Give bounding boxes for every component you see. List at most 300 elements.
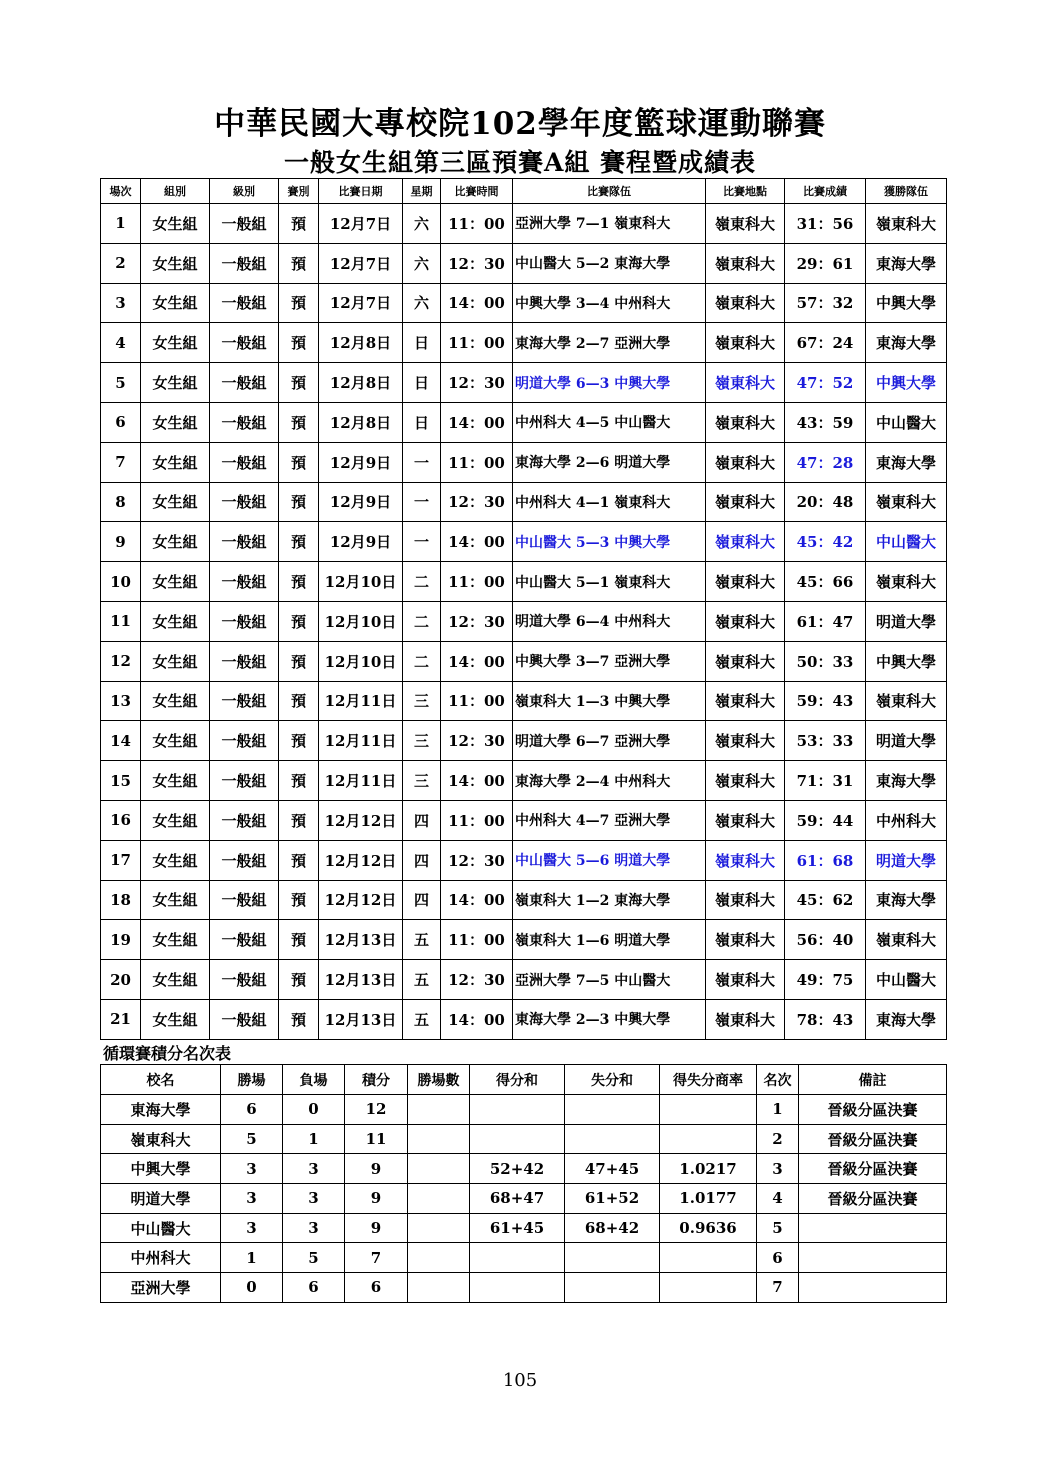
standings-cell-points_against [565, 1243, 660, 1273]
schedule-row [101, 920, 947, 960]
schedule-cell-stage: 預 [279, 960, 319, 1000]
schedule-cell-day: 三 [403, 761, 441, 801]
schedule-header-no: 場次 [101, 179, 141, 204]
schedule-cell-score: 50：33 [785, 641, 866, 681]
schedule-cell-day: 五 [403, 920, 441, 960]
schedule-cell-venue: 嶺東科大 [706, 204, 785, 244]
schedule-cell-teams: 中州科大 4—7 亞洲大學 [513, 800, 706, 840]
standings-cell-note [799, 1273, 947, 1303]
standings-cell-ratio [660, 1273, 757, 1303]
schedule-cell-venue: 嶺東科大 [706, 283, 785, 323]
schedule-cell-teams: 東海大學 2—3 中興大學 [513, 999, 706, 1039]
standings-cell-points_against: 68+42 [565, 1213, 660, 1243]
schedule-cell-venue: 嶺東科大 [706, 920, 785, 960]
schedule-row [101, 840, 947, 880]
standings-row [101, 1124, 947, 1154]
standings-cell-points_for: 52+42 [470, 1154, 565, 1184]
schedule-cell-group: 女生組 [141, 721, 210, 761]
schedule-cell-venue: 嶺東科大 [706, 442, 785, 482]
standings-cell-rank: 4 [757, 1184, 799, 1214]
schedule-cell-time: 11：00 [441, 442, 513, 482]
standings-cell-school: 東海大學 [101, 1095, 221, 1125]
standings-cell-win_count [408, 1213, 470, 1243]
schedule-cell-level: 一般組 [210, 840, 279, 880]
schedule-cell-winner: 明道大學 [866, 721, 947, 761]
schedule-row [101, 880, 947, 920]
schedule-row [101, 562, 947, 602]
schedule-header-row [101, 179, 947, 204]
standings-row [101, 1213, 947, 1243]
schedule-row [101, 204, 947, 244]
schedule-cell-date: 12月11日 [319, 721, 403, 761]
page-number: 105 [502, 1370, 538, 1391]
schedule-cell-day: 一 [403, 482, 441, 522]
schedule-cell-winner: 中興大學 [866, 641, 947, 681]
schedule-cell-teams: 中州科大 4—5 中山醫大 [513, 402, 706, 442]
schedule-cell-stage: 預 [279, 840, 319, 880]
standings-cell-losses: 3 [283, 1184, 345, 1214]
schedule-cell-date: 12月13日 [319, 920, 403, 960]
schedule-cell-stage: 預 [279, 800, 319, 840]
schedule-cell-level: 一般組 [210, 323, 279, 363]
schedule-cell-teams: 亞洲大學 7—1 嶺東科大 [513, 204, 706, 244]
schedule-cell-date: 12月9日 [319, 482, 403, 522]
schedule-cell-level: 一般組 [210, 800, 279, 840]
schedule-cell-day: 六 [403, 243, 441, 283]
schedule-cell-stage: 預 [279, 721, 319, 761]
schedule-cell-stage: 預 [279, 482, 319, 522]
schedule-cell-score: 43：59 [785, 402, 866, 442]
standings-cell-points: 6 [345, 1273, 408, 1303]
schedule-cell-score: 67：24 [785, 323, 866, 363]
schedule-cell-time: 12：30 [441, 721, 513, 761]
schedule-cell-time: 12：30 [441, 840, 513, 880]
schedule-cell-score: 47：52 [785, 363, 866, 403]
schedule-cell-time: 14：00 [441, 402, 513, 442]
schedule-cell-stage: 預 [279, 562, 319, 602]
schedule-header-score: 比賽成績 [785, 179, 866, 204]
schedule-cell-no: 7 [101, 442, 141, 482]
schedule-cell-venue: 嶺東科大 [706, 800, 785, 840]
standings-header-points_against: 失分和 [565, 1065, 660, 1095]
standings-cell-losses: 3 [283, 1154, 345, 1184]
schedule-cell-score: 53：33 [785, 721, 866, 761]
schedule-cell-day: 三 [403, 721, 441, 761]
standings-cell-ratio: 1.0177 [660, 1184, 757, 1214]
standings-row [101, 1184, 947, 1214]
schedule-cell-group: 女生組 [141, 363, 210, 403]
standings-cell-rank: 6 [757, 1243, 799, 1273]
schedule-cell-date: 12月7日 [319, 204, 403, 244]
schedule-cell-time: 14：00 [441, 283, 513, 323]
schedule-cell-date: 12月12日 [319, 840, 403, 880]
schedule-cell-level: 一般組 [210, 721, 279, 761]
schedule-cell-teams: 明道大學 6—4 中州科大 [513, 601, 706, 641]
schedule-cell-time: 11：00 [441, 920, 513, 960]
schedule-cell-teams: 中山醫大 5—1 嶺東科大 [513, 562, 706, 602]
schedule-cell-time: 14：00 [441, 999, 513, 1039]
schedule-cell-score: 20：48 [785, 482, 866, 522]
schedule-header-time: 比賽時間 [441, 179, 513, 204]
schedule-cell-stage: 預 [279, 681, 319, 721]
schedule-cell-winner: 嶺東科大 [866, 204, 947, 244]
schedule-cell-no: 2 [101, 243, 141, 283]
schedule-cell-time: 12：30 [441, 243, 513, 283]
schedule-header-group: 組別 [141, 179, 210, 204]
standings-cell-rank: 1 [757, 1095, 799, 1125]
standings-cell-win_count [408, 1154, 470, 1184]
schedule-cell-day: 五 [403, 960, 441, 1000]
standings-cell-note [799, 1243, 947, 1273]
schedule-header-winner: 獲勝隊伍 [866, 179, 947, 204]
schedule-cell-day: 四 [403, 840, 441, 880]
standings-cell-wins: 1 [221, 1243, 283, 1273]
standings-cell-losses: 1 [283, 1124, 345, 1154]
standings-cell-points: 12 [345, 1095, 408, 1125]
schedule-cell-group: 女生組 [141, 761, 210, 801]
schedule-cell-time: 14：00 [441, 641, 513, 681]
schedule-cell-date: 12月8日 [319, 402, 403, 442]
standings-cell-wins: 3 [221, 1213, 283, 1243]
schedule-cell-no: 8 [101, 482, 141, 522]
schedule-cell-stage: 預 [279, 243, 319, 283]
schedule-table [100, 178, 947, 1040]
schedule-cell-winner: 中興大學 [866, 363, 947, 403]
schedule-header-venue: 比賽地點 [706, 179, 785, 204]
schedule-cell-venue: 嶺東科大 [706, 601, 785, 641]
schedule-cell-teams: 嶺東科大 1—3 中興大學 [513, 681, 706, 721]
schedule-cell-level: 一般組 [210, 522, 279, 562]
schedule-cell-level: 一般組 [210, 601, 279, 641]
schedule-cell-no: 14 [101, 721, 141, 761]
standings-cell-ratio [660, 1243, 757, 1273]
standings-cell-points: 11 [345, 1124, 408, 1154]
standings-cell-school: 亞洲大學 [101, 1273, 221, 1303]
schedule-cell-date: 12月10日 [319, 562, 403, 602]
schedule-cell-teams: 中興大學 3—7 亞洲大學 [513, 641, 706, 681]
schedule-cell-time: 11：00 [441, 323, 513, 363]
standings-cell-ratio: 0.9636 [660, 1213, 757, 1243]
standings-cell-points_against [565, 1124, 660, 1154]
standings-header-losses: 負場 [283, 1065, 345, 1095]
schedule-cell-date: 12月9日 [319, 522, 403, 562]
standings-cell-points_against [565, 1273, 660, 1303]
standings-cell-win_count [408, 1095, 470, 1125]
schedule-cell-teams: 中州科大 4—1 嶺東科大 [513, 482, 706, 522]
schedule-cell-no: 9 [101, 522, 141, 562]
standings-header-points_for: 得分和 [470, 1065, 565, 1095]
schedule-cell-day: 五 [403, 999, 441, 1039]
schedule-cell-no: 3 [101, 283, 141, 323]
schedule-cell-no: 6 [101, 402, 141, 442]
standings-cell-school: 中山醫大 [101, 1213, 221, 1243]
schedule-cell-level: 一般組 [210, 641, 279, 681]
schedule-cell-day: 一 [403, 442, 441, 482]
schedule-cell-date: 12月8日 [319, 363, 403, 403]
standings-cell-ratio [660, 1124, 757, 1154]
schedule-row [101, 721, 947, 761]
schedule-cell-group: 女生組 [141, 601, 210, 641]
standings-header-note: 備註 [799, 1065, 947, 1095]
schedule-row [101, 323, 947, 363]
schedule-cell-no: 21 [101, 999, 141, 1039]
standings-row [101, 1154, 947, 1184]
standings-row [101, 1243, 947, 1273]
schedule-cell-group: 女生組 [141, 880, 210, 920]
schedule-cell-winner: 中興大學 [866, 283, 947, 323]
schedule-cell-level: 一般組 [210, 442, 279, 482]
schedule-cell-venue: 嶺東科大 [706, 641, 785, 681]
schedule-cell-level: 一般組 [210, 960, 279, 1000]
standings-cell-losses: 6 [283, 1273, 345, 1303]
standings-cell-points_for [470, 1124, 565, 1154]
schedule-cell-no: 15 [101, 761, 141, 801]
standings-cell-points_for [470, 1095, 565, 1125]
schedule-row [101, 283, 947, 323]
schedule-cell-group: 女生組 [141, 283, 210, 323]
schedule-row [101, 402, 947, 442]
schedule-cell-teams: 中山醫大 5—3 中興大學 [513, 522, 706, 562]
schedule-cell-venue: 嶺東科大 [706, 761, 785, 801]
schedule-cell-date: 12月12日 [319, 800, 403, 840]
schedule-cell-date: 12月11日 [319, 681, 403, 721]
standings-cell-wins: 3 [221, 1154, 283, 1184]
schedule-cell-no: 5 [101, 363, 141, 403]
document-subtitle: 一般女生組第三區預賽A組 賽程暨成績表 [283, 148, 757, 177]
schedule-cell-teams: 亞洲大學 7—5 中山醫大 [513, 960, 706, 1000]
schedule-cell-time: 14：00 [441, 522, 513, 562]
standings-cell-points_for [470, 1273, 565, 1303]
schedule-row [101, 999, 947, 1039]
schedule-cell-venue: 嶺東科大 [706, 681, 785, 721]
schedule-cell-time: 14：00 [441, 880, 513, 920]
schedule-cell-no: 13 [101, 681, 141, 721]
schedule-cell-teams: 中山醫大 5—6 明道大學 [513, 840, 706, 880]
schedule-header-level: 級別 [210, 179, 279, 204]
schedule-cell-no: 16 [101, 800, 141, 840]
schedule-cell-venue: 嶺東科大 [706, 562, 785, 602]
schedule-row [101, 800, 947, 840]
standings-cell-rank: 3 [757, 1154, 799, 1184]
schedule-cell-stage: 預 [279, 601, 319, 641]
schedule-cell-winner: 中州科大 [866, 800, 947, 840]
standings-cell-school: 嶺東科大 [101, 1124, 221, 1154]
schedule-cell-venue: 嶺東科大 [706, 880, 785, 920]
schedule-cell-score: 61：47 [785, 601, 866, 641]
standings-cell-school: 明道大學 [101, 1184, 221, 1214]
standings-cell-points_against: 61+52 [565, 1184, 660, 1214]
schedule-cell-time: 12：30 [441, 601, 513, 641]
schedule-cell-teams: 東海大學 2—4 中州科大 [513, 761, 706, 801]
standings-header-row [101, 1065, 947, 1095]
standings-cell-note: 晉級分區決賽 [799, 1184, 947, 1214]
schedule-cell-score: 57：32 [785, 283, 866, 323]
schedule-cell-date: 12月11日 [319, 761, 403, 801]
schedule-cell-no: 11 [101, 601, 141, 641]
standings-cell-school: 中興大學 [101, 1154, 221, 1184]
schedule-cell-venue: 嶺東科大 [706, 402, 785, 442]
standings-cell-points: 9 [345, 1213, 408, 1243]
schedule-cell-no: 12 [101, 641, 141, 681]
schedule-cell-level: 一般組 [210, 402, 279, 442]
schedule-cell-venue: 嶺東科大 [706, 522, 785, 562]
schedule-header-date: 比賽日期 [319, 179, 403, 204]
schedule-cell-level: 一般組 [210, 761, 279, 801]
schedule-cell-score: 71：31 [785, 761, 866, 801]
standings-row [101, 1095, 947, 1125]
standings-cell-note [799, 1213, 947, 1243]
schedule-row [101, 442, 947, 482]
schedule-cell-date: 12月13日 [319, 960, 403, 1000]
schedule-row [101, 601, 947, 641]
standings-cell-note: 晉級分區決賽 [799, 1154, 947, 1184]
schedule-cell-day: 四 [403, 800, 441, 840]
schedule-cell-stage: 預 [279, 323, 319, 363]
schedule-row [101, 522, 947, 562]
schedule-cell-stage: 預 [279, 641, 319, 681]
schedule-cell-venue: 嶺東科大 [706, 363, 785, 403]
schedule-cell-score: 49：75 [785, 960, 866, 1000]
standings-header-ratio: 得失分商率 [660, 1065, 757, 1095]
schedule-cell-date: 12月12日 [319, 880, 403, 920]
schedule-cell-group: 女生組 [141, 442, 210, 482]
standings-title: 循環賽積分名次表 [103, 1044, 232, 1063]
schedule-cell-score: 29：61 [785, 243, 866, 283]
schedule-cell-score: 56：40 [785, 920, 866, 960]
schedule-cell-time: 12：30 [441, 960, 513, 1000]
schedule-cell-winner: 中山醫大 [866, 402, 947, 442]
schedule-cell-winner: 明道大學 [866, 601, 947, 641]
schedule-cell-group: 女生組 [141, 522, 210, 562]
schedule-cell-date: 12月9日 [319, 442, 403, 482]
standings-cell-points_for: 61+45 [470, 1213, 565, 1243]
standings-header-win_count: 勝場數 [408, 1065, 470, 1095]
schedule-cell-venue: 嶺東科大 [706, 323, 785, 363]
schedule-cell-level: 一般組 [210, 363, 279, 403]
schedule-cell-winner: 中山醫大 [866, 960, 947, 1000]
schedule-cell-group: 女生組 [141, 960, 210, 1000]
schedule-cell-day: 二 [403, 562, 441, 602]
schedule-cell-venue: 嶺東科大 [706, 721, 785, 761]
schedule-cell-score: 59：44 [785, 800, 866, 840]
standings-cell-points: 9 [345, 1184, 408, 1214]
schedule-cell-winner: 東海大學 [866, 323, 947, 363]
schedule-cell-score: 47：28 [785, 442, 866, 482]
schedule-cell-date: 12月7日 [319, 283, 403, 323]
schedule-cell-teams: 中山醫大 5—2 東海大學 [513, 243, 706, 283]
schedule-cell-stage: 預 [279, 880, 319, 920]
schedule-cell-score: 78：43 [785, 999, 866, 1039]
schedule-cell-stage: 預 [279, 204, 319, 244]
schedule-cell-stage: 預 [279, 442, 319, 482]
schedule-cell-venue: 嶺東科大 [706, 482, 785, 522]
schedule-cell-time: 11：00 [441, 800, 513, 840]
schedule-cell-day: 日 [403, 323, 441, 363]
schedule-cell-level: 一般組 [210, 880, 279, 920]
standings-cell-wins: 6 [221, 1095, 283, 1125]
standings-cell-ratio: 1.0217 [660, 1154, 757, 1184]
standings-cell-points: 7 [345, 1243, 408, 1273]
standings-cell-school: 中州科大 [101, 1243, 221, 1273]
standings-cell-note: 晉級分區決賽 [799, 1095, 947, 1125]
schedule-cell-stage: 預 [279, 999, 319, 1039]
schedule-cell-day: 四 [403, 880, 441, 920]
standings-cell-rank: 5 [757, 1213, 799, 1243]
schedule-cell-stage: 預 [279, 522, 319, 562]
schedule-cell-winner: 東海大學 [866, 243, 947, 283]
document-title: 中華民國大專校院102學年度籃球運動聯賽 [214, 106, 826, 142]
schedule-cell-group: 女生組 [141, 323, 210, 363]
schedule-cell-date: 12月13日 [319, 999, 403, 1039]
schedule-cell-date: 12月8日 [319, 323, 403, 363]
schedule-cell-winner: 嶺東科大 [866, 482, 947, 522]
schedule-cell-score: 61：68 [785, 840, 866, 880]
schedule-cell-teams: 東海大學 2—6 明道大學 [513, 442, 706, 482]
schedule-cell-venue: 嶺東科大 [706, 840, 785, 880]
schedule-cell-score: 45：66 [785, 562, 866, 602]
schedule-row [101, 243, 947, 283]
schedule-cell-group: 女生組 [141, 999, 210, 1039]
schedule-cell-teams: 明道大學 6—3 中興大學 [513, 363, 706, 403]
schedule-cell-group: 女生組 [141, 920, 210, 960]
schedule-cell-score: 59：43 [785, 681, 866, 721]
standings-header-points: 積分 [345, 1065, 408, 1095]
schedule-cell-level: 一般組 [210, 482, 279, 522]
schedule-cell-group: 女生組 [141, 681, 210, 721]
schedule-cell-winner: 嶺東科大 [866, 562, 947, 602]
schedule-cell-venue: 嶺東科大 [706, 999, 785, 1039]
schedule-cell-teams: 嶺東科大 1—6 明道大學 [513, 920, 706, 960]
schedule-row [101, 641, 947, 681]
schedule-cell-winner: 東海大學 [866, 761, 947, 801]
schedule-cell-day: 一 [403, 522, 441, 562]
schedule-header-stage: 賽別 [279, 179, 319, 204]
schedule-cell-stage: 預 [279, 363, 319, 403]
schedule-cell-score: 31：56 [785, 204, 866, 244]
schedule-cell-score: 45：42 [785, 522, 866, 562]
schedule-cell-winner: 中山醫大 [866, 522, 947, 562]
standings-cell-points_against: 47+45 [565, 1154, 660, 1184]
schedule-cell-time: 14：00 [441, 761, 513, 801]
standings-cell-losses: 5 [283, 1243, 345, 1273]
standings-cell-rank: 7 [757, 1273, 799, 1303]
schedule-cell-score: 45：62 [785, 880, 866, 920]
standings-cell-win_count [408, 1273, 470, 1303]
schedule-cell-teams: 嶺東科大 1—2 東海大學 [513, 880, 706, 920]
standings-header-wins: 勝場 [221, 1065, 283, 1095]
schedule-cell-group: 女生組 [141, 482, 210, 522]
schedule-cell-no: 19 [101, 920, 141, 960]
standings-cell-wins: 0 [221, 1273, 283, 1303]
schedule-cell-day: 二 [403, 601, 441, 641]
schedule-cell-winner: 嶺東科大 [866, 681, 947, 721]
schedule-cell-level: 一般組 [210, 562, 279, 602]
schedule-cell-day: 二 [403, 641, 441, 681]
schedule-cell-level: 一般組 [210, 243, 279, 283]
schedule-header-teams: 比賽隊伍 [513, 179, 706, 204]
schedule-cell-winner: 東海大學 [866, 880, 947, 920]
standings-cell-losses: 3 [283, 1213, 345, 1243]
schedule-cell-date: 12月10日 [319, 601, 403, 641]
standings-cell-wins: 5 [221, 1124, 283, 1154]
schedule-cell-time: 12：30 [441, 363, 513, 403]
schedule-cell-no: 18 [101, 880, 141, 920]
standings-cell-rank: 2 [757, 1124, 799, 1154]
standings-cell-note: 晉級分區決賽 [799, 1124, 947, 1154]
schedule-cell-stage: 預 [279, 920, 319, 960]
schedule-cell-time: 11：00 [441, 562, 513, 602]
schedule-cell-time: 11：00 [441, 681, 513, 721]
